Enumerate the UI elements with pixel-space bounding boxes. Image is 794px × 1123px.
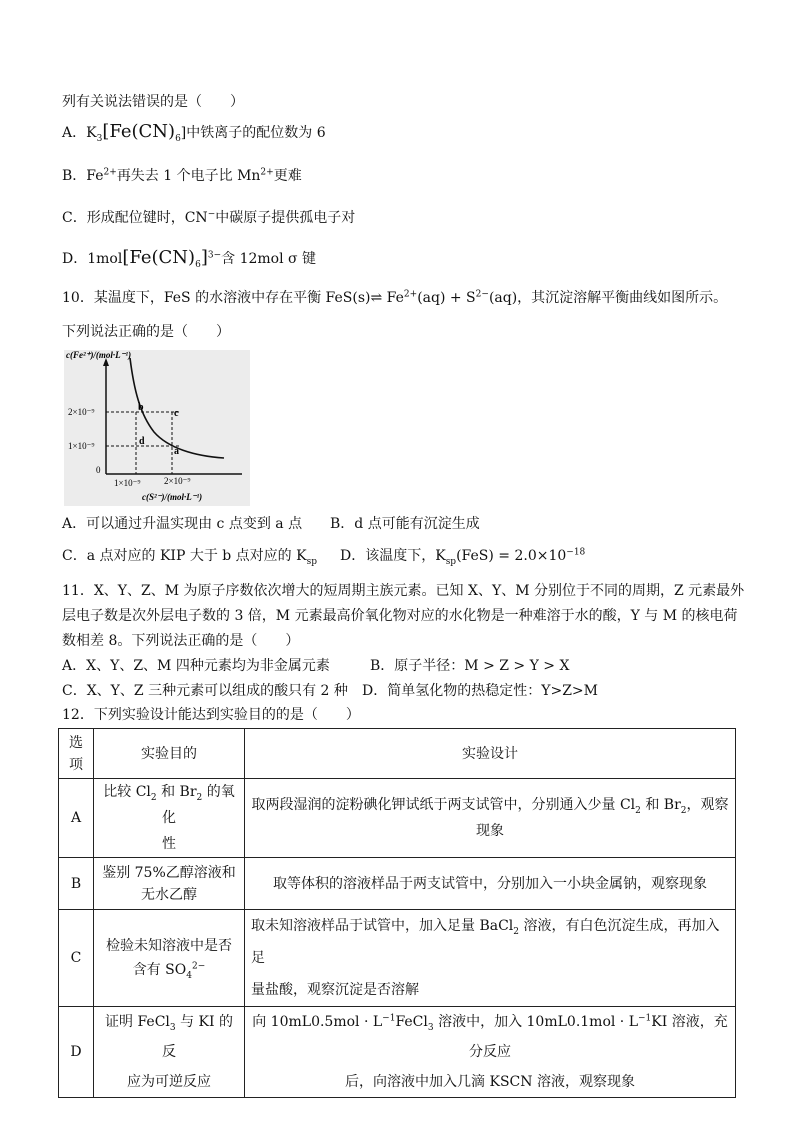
x-tick-1: 1×10⁻⁹ — [114, 478, 141, 488]
q11-option-b: B．原子半径：M > Z > Y > X — [370, 658, 570, 674]
row-c-option: C — [59, 910, 94, 1007]
row-a-purpose: 比较 $Cl_2$ 和 $Br_2$ 的氧化 性 — [94, 779, 245, 858]
q9-option-b: B．$Fe^{2+}$再失去 1 个电子比 $Mn^{2+}$更难 — [62, 167, 302, 184]
solubility-graph-svg — [64, 350, 250, 506]
y-tick-2: 2×10⁻⁹ — [68, 407, 95, 417]
q9-option-c: C．形成配位键时，CN−中碳原子提供孤电子对 — [62, 209, 356, 226]
row-b-option: B — [59, 858, 94, 910]
point-d-label: d — [139, 436, 145, 447]
table-row-d — [59, 1007, 736, 1098]
table-header-row — [59, 729, 736, 779]
q11-stem-2: 层电子数是次外层电子数的 3 倍，M 元素最高价氧化物对应的水化物是一种难溶于水的酸，Y 与 M 的核电荷 — [62, 608, 738, 624]
point-b-label: b — [138, 402, 144, 413]
row-b-design: 取等体积的溶液样品于两支试管中，分别加入一小块金属钠，观察现象 — [245, 858, 736, 910]
header-purpose: 实验目的 — [94, 729, 245, 779]
x-tick-2: 2×10⁻⁹ — [164, 476, 191, 486]
table-row-b — [59, 858, 736, 910]
q10-option-b: B．d 点可能有沉淀生成 — [330, 516, 480, 532]
origin-label: 0 — [96, 465, 101, 475]
q11-option-c: C．X、Y、Z 三种元素可以组成的酸只有 2 种 — [62, 683, 348, 699]
row-c-design: 取未知溶液样品于试管中，加入足量 BaCl$_2$ 溶液，有白色沉淀生成，再加入足 量盐酸，观察沉淀是否溶解 — [245, 910, 736, 1007]
q9-stem: 列有关说法错误的是（ ） — [62, 94, 244, 110]
q10-stem: 10．某温度下，FeS 的水溶液中存在平衡 FeS(s)⇌ $Fe^{2+}(aq) + S^{2-}(aq)$，其沉淀溶解平衡曲线如图所示。 — [62, 289, 728, 306]
q11-stem-3: 数相差 8。下列说法正确的是（ ） — [62, 633, 300, 649]
table-row-a — [59, 779, 736, 858]
table-row-c — [59, 910, 736, 1007]
q10-option-a: A．可以通过升温实现由 c 点变到 a 点 — [62, 516, 303, 532]
row-a-design: 取两段湿润的淀粉碘化钾试纸于两支试管中，分别通入少量 $Cl_2$ 和 $Br_2$，观察 现象 — [245, 779, 736, 858]
row-d-design: 向 $10mL0.5mol \cdot L^{-1}FeCl_3$ 溶液中，加入 $10mL0.1mol \cdot L^{-1}KI$ 溶液，充分反应 后，向溶液中加入几滴 KSCN 溶液，观察现象 — [245, 1007, 736, 1098]
point-a-label: a — [174, 446, 179, 457]
header-option: 选项 — [59, 729, 94, 779]
row-d-purpose: 证明 FeCl$_3$ 与 KI 的反 应为可逆反应 — [94, 1007, 245, 1098]
row-a-option: A — [59, 779, 94, 858]
point-c-label: c — [174, 408, 179, 419]
header-design: 实验设计 — [245, 729, 736, 779]
row-b-purpose: 鉴别 75%乙醇溶液和 无水乙醇 — [94, 858, 245, 910]
y-axis-label: c(Fe²⁺)/(mol·L⁻¹) — [66, 350, 132, 360]
q11-option-a: A．X、Y、Z、M 四种元素均为非金属元素 — [62, 658, 330, 674]
q9-option-a: A．$K_3[Fe(CN)_6]$中铁离子的配位数为 6 — [62, 121, 326, 144]
row-c-purpose: 检验未知溶液中是否 含有 $SO_4^{2-}$ — [94, 910, 245, 1007]
solubility-graph — [64, 350, 250, 506]
experiment-table — [58, 728, 736, 1098]
q11-stem-1: 11．X、Y、Z、M 为原子序数依次增大的短周期主族元素。已知 X、Y、M 分别位于不同的周期，Z 元素最外 — [62, 583, 745, 599]
q11-option-d: D．简单氢化物的热稳定性：Y>Z>M — [362, 683, 598, 699]
q12-stem: 12．下列实验设计能达到实验目的的是（ ） — [62, 707, 360, 723]
x-axis-label: c(S²⁻)/(mol·L⁻¹) — [142, 492, 203, 502]
q10-option-c: C．a 点对应的 KIP 大于 b 点对应的 $K_{sp}$ — [62, 548, 317, 567]
y-tick-1: 1×10⁻⁹ — [68, 441, 95, 451]
equilibrium-arrow-icon: ⇌ — [370, 290, 383, 306]
q10-stem-2: 下列说法正确的是（ ） — [62, 324, 230, 340]
q10-option-d: D．该温度下，$K_{sp}(FeS) = 2.0\times 10^{-18}$ — [340, 547, 586, 567]
q9-option-d: D．$1mol[Fe(CN)_6]^{3-}$含 12mol σ 键 — [62, 247, 317, 270]
row-d-option: D — [59, 1007, 94, 1098]
